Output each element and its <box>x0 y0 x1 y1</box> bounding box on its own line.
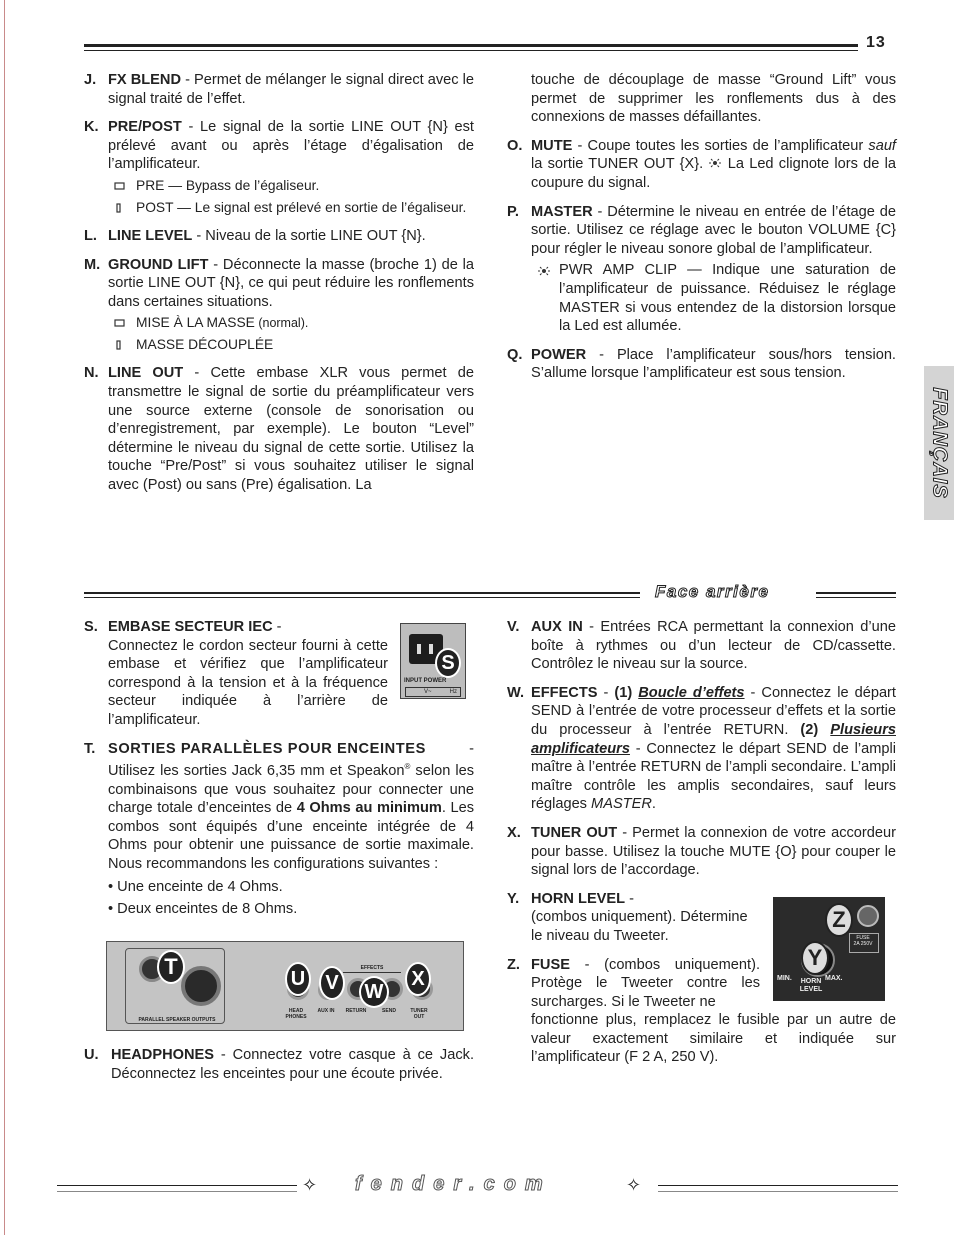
star-icon: ✧ <box>626 1175 642 1195</box>
footer-rule-left-thin <box>57 1191 297 1192</box>
section-rule-left <box>84 592 640 594</box>
iec-rating-box <box>405 687 461 697</box>
section-rule-right <box>816 592 896 594</box>
switch-out-icon <box>114 181 126 191</box>
option-pre: PRE — Bypass de l’égaliseur. <box>114 177 474 195</box>
footer-rule-right <box>658 1185 898 1186</box>
section-rule-right-thin <box>816 597 896 598</box>
iec-hz: Hz <box>449 689 457 695</box>
jack-label-aux-in: AUX IN <box>317 1008 335 1014</box>
front-left-column <box>84 71 474 505</box>
level-label: LEVEL <box>799 986 823 993</box>
badge-v: V <box>319 966 345 1000</box>
led-icon <box>708 157 722 169</box>
effects-bracket <box>343 972 401 973</box>
option-clip: PWR AMP CLIP — Indique une saturation de l’amplificateur de puissance. Réduisez le réglage MASTER si vous entendez de la distorsion lorsque la Led est allumée. <box>537 261 896 335</box>
badge-x: X <box>405 962 431 996</box>
header-rule-thin <box>84 50 858 51</box>
iec-label: INPUT POWER <box>404 678 447 684</box>
item-w: W. EFFECTS - (1) Boucle d’effets - Connectez le départ SEND à l’entrée de votre processeur d’effets et la sortie du processeur à l’entrée RETURN. (2) Plusieurs amplificateurs - Connectez le départ SEND de l’ampli maître à l’entrée RETURN de l’ampli secondaire. L’ampli maître contrôle les amplis secondaires, sauf leurs réglages MASTER. <box>507 684 896 813</box>
led-icon <box>537 265 551 277</box>
item-s: S. EMBASE SECTEUR IEC - Connectez le cordon secteur fourni à cette embase et vérifiez que l’amplificateur correspond à la tension et à la fréquence secteur indiquée à l’arrière de l’amplificateur. <box>84 619 388 728</box>
item-y: Y. HORN LEVEL - (combos uniquement). Détermine le niveau du Tweeter. <box>507 890 748 944</box>
item-t: T. SORTIES PARALLÈLES POUR ENCEINTES - Utilisez les sorties Jack 6,35 mm et Speakon® selon les combinaisons que vous souhaitez pour connecter une charge totale d’enceintes de 4 Ohms au minimum. Les combos sont équipés d’une enceinte intégrée de 4 Ohms pour obtenir une puissance de sortie maximale. Nous recommandons les configurations suivantes : • Une enceinte de 4 Ohms. • Deux enceintes de 8 Ohms. <box>84 740 475 918</box>
margin-line <box>4 0 5 1235</box>
rear-left-column-bottom <box>84 1046 474 1093</box>
knob-min-label: MIN. <box>777 975 792 982</box>
jack-label-return: RETURN <box>345 1008 367 1014</box>
item-v: V. AUX IN - Entrées RCA permettant la connexion d’une boîte à rythmes ou d’un lecteur de CD/cassette. Contrôlez le niveau sur la source. <box>507 619 896 673</box>
badge-z: Z <box>825 903 853 937</box>
switch-in-icon <box>114 203 126 213</box>
item-o: O. MUTE - Coupe toutes les sorties de l’amplificateur sauf la sortie TUNER OUT {X}. La Led clignote lors de la coupure du signal. <box>507 137 896 191</box>
speaker-outputs-label: PARALLEL SPEAKER OUTPUTS <box>138 1017 216 1023</box>
knob-max-label: MAX. <box>825 975 843 982</box>
iec-pin <box>417 644 421 654</box>
item-z: Z. FUSE - (combos uniquement). Protège le Tweeter contre les surcharges. Si le Tweeter ne fonctionne plus, remplacez le fusible par un autre de valeur exactement similaire et indiquée sur l’amplificateur (F 2 A, 250 V). <box>507 956 896 1066</box>
switch-in-icon <box>114 340 126 350</box>
language-tab <box>924 366 954 520</box>
badge-s: S <box>435 648 461 678</box>
fuse-label: FUSE <box>856 935 870 941</box>
fuse-holder <box>857 905 879 927</box>
item-n: N. LINE OUT - Cette embase XLR vous permet de transmettre le signal de sortie du préamplificateur vers une source externe (console de sonorisation ou d’enregistrement, par exemple). Le bouton “Level” détermine le niveau du signal de cette sortie. Utilisez la touche “Pre/Post” si vous souhaitez utiliser le signal avec (Post) ou sans (Pre) égalisation. La <box>84 365 474 493</box>
option-ground: MISE À LA MASSE (normal). <box>114 314 474 332</box>
front-right-column <box>507 71 896 393</box>
speakon-jack <box>181 966 221 1006</box>
section-title: Face arrière <box>655 582 770 601</box>
effects-label: EFFECTS <box>360 965 384 971</box>
section-rule-left-thin <box>84 597 640 598</box>
item-u: U. HEADPHONES - Connectez votre casque à ce Jack. Déconnectez les enceintes pour une écoute privée. <box>84 1047 474 1082</box>
header-rule <box>84 44 858 47</box>
iec-pin <box>429 644 433 654</box>
item-m: M. GROUND LIFT - Déconnecte la masse (broche 1) de la sortie LINE OUT {N}, ce qui peut réduire les ronflements dans certaines situations. MISE À LA MASSE (normal). MASSE DÉCOUPLÉE <box>84 256 475 353</box>
badge-y: Y <box>801 941 829 975</box>
iec-inlet-figure <box>400 623 466 699</box>
footer-rule-right-thin <box>658 1191 898 1192</box>
item-q: Q. POWER - Place l’amplificateur sous/hors tension. S’allume lorsque l’amplificateur est sous tension. <box>507 346 896 382</box>
badge-u: U <box>285 962 311 996</box>
item-j: J. FX BLEND - Permet de mélanger le signal direct avec le signal traité de l’effet. <box>84 72 475 107</box>
rear-panel-figure <box>106 941 464 1031</box>
switch-out-icon <box>114 318 126 328</box>
footer-url: fender.com <box>355 1173 552 1195</box>
rear-right-column <box>507 618 896 1077</box>
jack-label-tuner-out: TUNER OUT <box>410 1008 428 1020</box>
footer-rule-left <box>57 1185 297 1186</box>
horn-label: HORN <box>800 978 822 985</box>
badge-t: T <box>157 950 185 984</box>
option-post: POST — Le signal est prélevé en sortie de l’égaliseur. <box>114 199 474 217</box>
star-icon: ✧ <box>302 1175 318 1195</box>
jack-label-headphones: HEAD PHONES <box>285 1008 307 1020</box>
page-number: 13 <box>866 34 886 51</box>
option-lift: MASSE DÉCOUPLÉE <box>114 336 474 354</box>
item-n-continued: touche de découplage de masse “Ground Lift” vous permet de supprimer les ronflements dus à des connexions de masses défaillantes. <box>531 72 896 126</box>
item-p: P. MASTER - Détermine le niveau en entrée de l’étage de sortie. Utilisez ce réglage avec le bouton VOLUME {C} pour régler le niveau sonore global de l’amplificateur. PWR AMP CLIP — Indique une saturation de l’amplificateur de puissance. Réduisez le réglage MASTER si vous entendez de la distorsion lorsque la Led est allumée. <box>507 203 896 335</box>
jack-label-send: SEND <box>382 1008 396 1014</box>
horn-fuse-figure <box>773 897 885 1001</box>
fuse-rating: 2A 250V <box>853 941 873 947</box>
iec-voltage: V~ <box>424 689 432 695</box>
item-k: K. PRE/POST - Le signal de la sortie LINE OUT {N} est prélevé avant ou après l’étage d’égalisation de l’amplificateur. PRE — Bypass de l’égaliseur. POST — Le signal est prélevé en sortie de l’égaliseur. <box>84 119 474 215</box>
language-tab-label: FRANÇAIS <box>928 387 951 499</box>
badge-w: W <box>359 976 389 1008</box>
item-l: L. LINE LEVEL - Niveau de la sortie LINE OUT {N}. <box>84 227 426 244</box>
item-x: X. TUNER OUT - Permet la connexion de votre accordeur pour basse. Utilisez la touche MUTE {O} pour couper le signal lors de l’accordage. <box>507 824 896 879</box>
